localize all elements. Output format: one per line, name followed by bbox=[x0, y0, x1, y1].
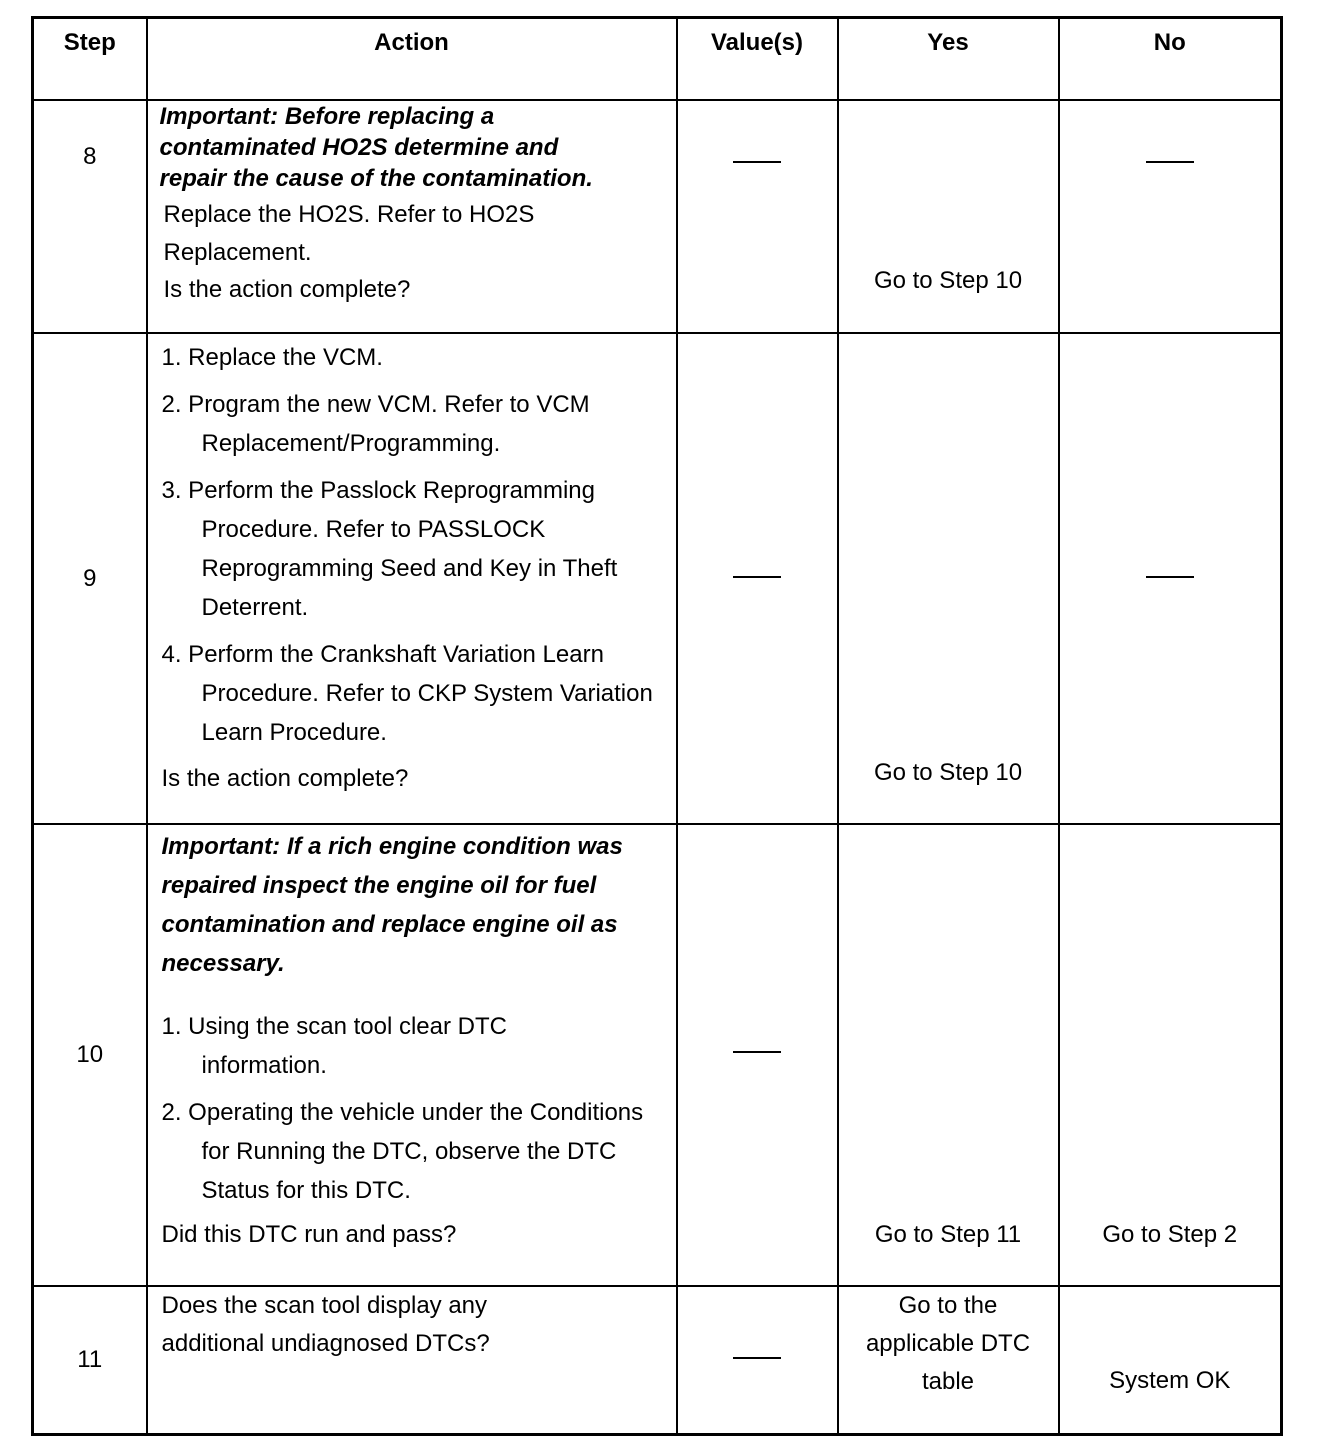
table-row bbox=[33, 824, 1282, 1286]
action-question: Does the scan tool display any additional undiagnosed DTCs? bbox=[161, 1292, 490, 1357]
action-question: Did this DTC run and pass? bbox=[161, 1221, 457, 1248]
action-cell bbox=[147, 333, 677, 824]
dash-mark bbox=[1146, 161, 1194, 163]
yes-text: Go to Step 11 bbox=[874, 1221, 1022, 1248]
action-list bbox=[162, 338, 666, 752]
action-cell bbox=[147, 1286, 677, 1434]
header-no: No bbox=[1059, 18, 1282, 101]
yes-cell bbox=[838, 100, 1059, 333]
no-cell bbox=[1059, 100, 1282, 333]
dash-mark bbox=[1146, 576, 1194, 578]
list-item: 4. Perform the Crankshaft Variation Learn Procedure. Refer to CKP System Variation Learn Procedure. bbox=[161, 641, 653, 746]
step-number: 8 bbox=[33, 100, 147, 333]
list-item: 3. Perform the Passlock Reprogramming Procedure. Refer to PASSLOCK Reprogramming Seed and Key in Theft Deterrent. bbox=[161, 477, 618, 621]
value-cell bbox=[677, 333, 838, 824]
yes-cell bbox=[838, 333, 1059, 824]
action-list bbox=[162, 1007, 666, 1210]
header-action: Action bbox=[147, 18, 677, 101]
list-item: 2. Program the new VCM. Refer to VCM Replacement/Programming. bbox=[161, 391, 590, 457]
dash-mark bbox=[733, 161, 781, 163]
header-row bbox=[33, 18, 1282, 101]
dash-mark bbox=[733, 576, 781, 578]
table-row bbox=[33, 1286, 1282, 1434]
no-cell bbox=[1059, 333, 1282, 824]
dash-mark bbox=[733, 1357, 781, 1359]
action-question: Is the action complete? bbox=[163, 276, 411, 303]
important-note: Important: If a rich engine condition was repaired inspect the engine oil for fuel contamination and replace engine oil as necessary. bbox=[161, 833, 623, 977]
step-number: 10 bbox=[33, 824, 147, 1286]
value-cell bbox=[677, 824, 838, 1286]
yes-text: Go to Step 10 bbox=[873, 267, 1023, 294]
header-yes: Yes bbox=[838, 18, 1059, 101]
value-cell bbox=[677, 1286, 838, 1434]
list-item: 1. Replace the VCM. bbox=[161, 344, 383, 371]
step-number: 11 bbox=[33, 1286, 147, 1434]
no-text: Go to Step 2 bbox=[1102, 1221, 1238, 1248]
action-question: Is the action complete? bbox=[161, 765, 409, 792]
diagnostic-table bbox=[31, 16, 1283, 1436]
action-text: Replace the HO2S. Refer to HO2S Replacement. bbox=[163, 201, 535, 266]
header-step: Step bbox=[33, 18, 147, 101]
yes-cell bbox=[838, 824, 1059, 1286]
list-item: 1. Using the scan tool clear DTC information. bbox=[161, 1013, 507, 1079]
header-values: Value(s) bbox=[677, 18, 838, 101]
yes-cell bbox=[838, 1286, 1059, 1434]
value-cell bbox=[677, 100, 838, 333]
list-item: 2. Operating the vehicle under the Conditions for Running the DTC, observe the DTC Status for this DTC. bbox=[161, 1099, 644, 1204]
no-cell bbox=[1059, 1286, 1282, 1434]
table-row bbox=[33, 100, 1282, 333]
step-number: 9 bbox=[33, 333, 147, 824]
table-row bbox=[33, 333, 1282, 824]
no-cell bbox=[1059, 824, 1282, 1286]
yes-text: Go to Step 10 bbox=[873, 759, 1023, 786]
dash-mark bbox=[733, 1051, 781, 1053]
action-cell bbox=[147, 100, 677, 333]
important-note: Important: Before replacing a contaminated HO2S determine and repair the cause of the contamination. bbox=[159, 103, 593, 192]
yes-text: Go to the applicable DTC table bbox=[865, 1292, 1031, 1395]
no-text: System OK bbox=[1109, 1367, 1231, 1394]
action-cell bbox=[147, 824, 677, 1286]
